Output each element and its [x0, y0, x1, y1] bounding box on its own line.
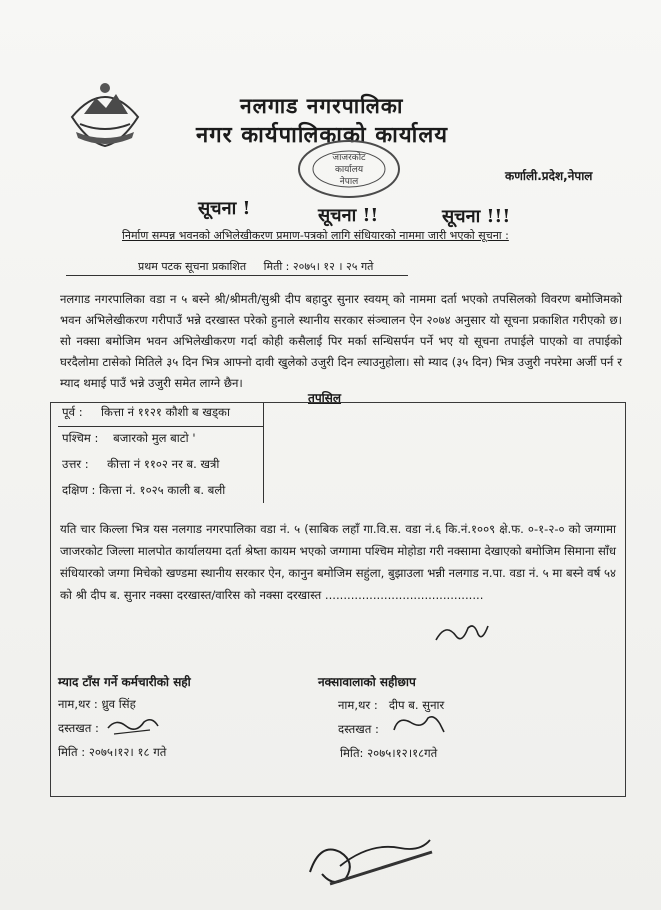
official-signature-stamp-icon: [300, 822, 440, 892]
stamp-line-3: नेपाल: [339, 177, 359, 187]
details-heading: तपसिल: [308, 391, 342, 405]
publication-date: मिती : २०७५। १२ । २५ गते: [263, 260, 374, 273]
notice-heading-3: सूचना !!!: [442, 206, 511, 227]
owner-name: नाम,थर : दीप ब. सुनार: [338, 698, 445, 712]
office-stamp-icon: [294, 138, 404, 200]
property-description: यति चार किल्ला भित्र यस नलगाड नगरपालिका वडा नं. ५ (साबिक लहाँ गा.वि.स. वडा नं.६ कि.नं.१००९ क्षे.फ. ०-१-२-० को जग्गामा जाजरकोट जिल्ला मालपोत कार्यालयमा दर्ता श्रेष्ता कायम भएको जग्गामा पश्चिम मोहोडा गरी नक्सामा देखाएको बमोजिम सिमाना साँध संधियारको जग्गा मिचेको खण्डमा स्थानीय सरकार ऐन, कानुन बमोजिम सहुंला, बुझाउला भन्नी नलगाड न.पा. वडा नं. ५ मा बस्ने वर्ष ५४ को श्री दीप ब. सुनार नक्सा दरखास्त/वारिस को नक्सा दरखास्त ...........................................: [60, 522, 617, 602]
staff-name: नाम,थर : ध्रुव सिंह: [58, 697, 136, 711]
boundary-north: उत्तर : कीत्ता नं ११०२ नर ब. खत्री: [62, 457, 220, 471]
applicant-signature-icon: [432, 620, 492, 646]
notice-heading-1: सूचना !: [198, 198, 251, 219]
staff-date: मिति : २०७५।१२। १८ गते: [58, 745, 167, 759]
stamp-line-1: जाजरकोट: [332, 153, 366, 163]
publication-row: [66, 259, 408, 276]
staff-sign-label: दस्तखत :: [58, 721, 99, 735]
boundary-east: पूर्व : कित्ता नं ११२१ कौशी ब खड्का: [62, 405, 230, 419]
notice-subject: निर्माण सम्पन्न भवनको अभिलेखीकरण प्रमाण-पत्रको लागि संधियारको नाममा जारी भएको सूचना :: [122, 229, 509, 242]
staff-signature-icon: [104, 712, 162, 738]
office-title: नगर कार्यपालिकाको कार्यालय: [196, 122, 448, 148]
notice-body: नलगाड नगरपालिका वडा न ५ बस्ने श्री/श्रीमती/सुश्री दीप बहादुर सुनार स्वयम् को नाममा दर्ता भएको तपसिलको विवरण बमोजिमको भवन अभिलेखीकरण गरीपाउँ भन्ने दरखास्त परेको हुनाले स्थानीय सरकार संञ्चालन ऐन २०७४ अनुसार यो सूचना प्रकाशित गरीएको छ। सो नक्सा बमोजिम भवन अभिलेखीकरण गर्दा कोही कसैलाई पिर मर्का सन्धिसर्पन पर्ने भए यो सूचना तपाईले पाएको वा तपाईको घरदैलोमा टासेको मितिले ३५ दिन भित्र आफ्नो दावी खुलेको उजुरी दिन ल्याउनुहोला। सो म्याद (३५ दिन) भित्र उजुरी नपरेमा अर्जी पर्न र म्याद थमाई पाउँ भन्ने उजुरी समेत लाग्ने छैन।: [60, 292, 622, 390]
boundary-south: दक्षिण : कित्ता नं. १०२५ काली ब. बली: [62, 483, 226, 497]
divider: [58, 426, 264, 427]
divider: [263, 403, 264, 503]
publication-label: प्रथम पटक सूचना प्रकाशित: [138, 260, 247, 273]
municipality-title: नलगाड नगरपालिका: [240, 93, 404, 118]
staff-signature-heading: म्याद टाँस गर्ने कर्मचारीको सही: [58, 675, 191, 689]
province-label: कर्णाली.प्रदेश,नेपाल: [505, 169, 593, 183]
owner-sign-label: दस्तखत :: [338, 722, 379, 736]
owner-signature-icon: [388, 712, 448, 738]
boundary-west: पश्चिम : बजारको मुल बाटो ': [62, 431, 196, 445]
owner-date: मिति: २०७५।१२।१८गते: [340, 746, 438, 760]
notice-heading-2: सूचना !!: [318, 205, 379, 226]
owner-signature-heading: नक्सावालाको सहीछाप: [318, 675, 416, 689]
stamp-line-2: कार्यालय: [334, 165, 364, 175]
nepal-emblem-icon: [62, 72, 148, 152]
